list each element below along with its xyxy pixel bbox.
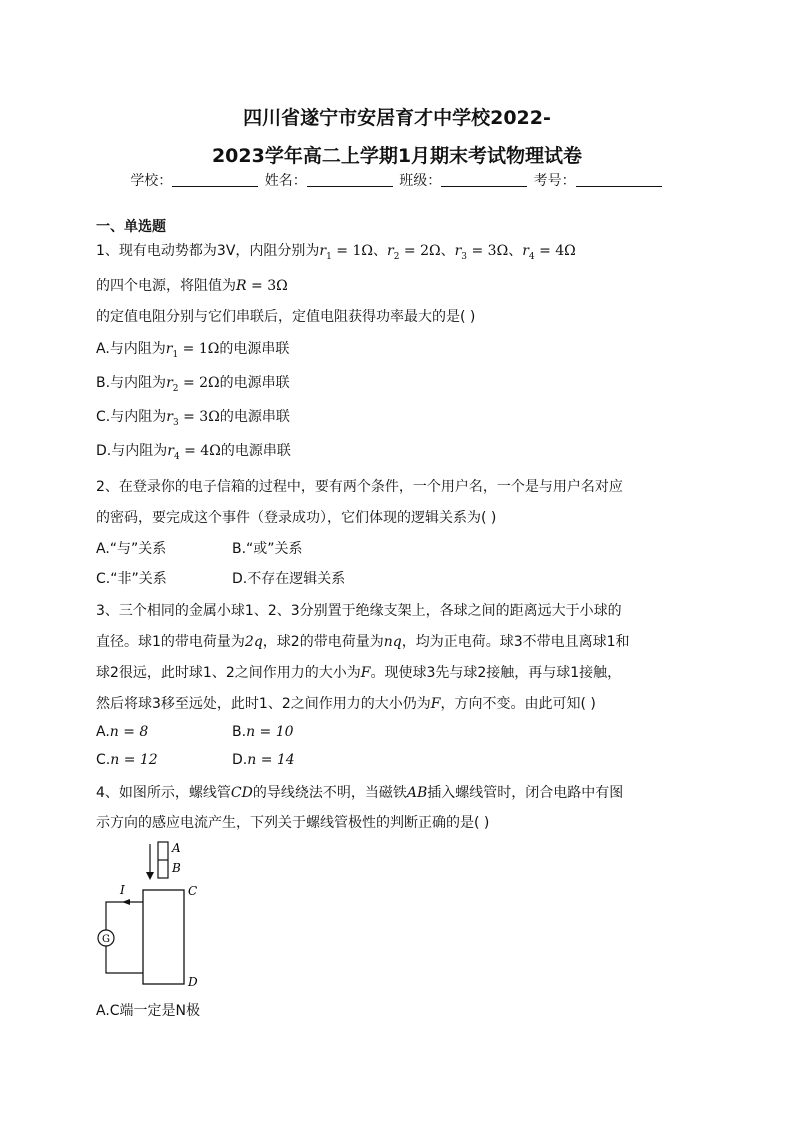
q1-option-c: C.与内阻为$r_3 = 3\Omega$的电源串联 (96, 409, 290, 428)
q4-line1: 4、如图所示，螺线管CD的导线绕法不明，当磁铁AB插入螺线管时，闭合电路中有图 (96, 785, 624, 801)
exam-number-label: 考号： (533, 173, 576, 189)
label-current: I (120, 883, 125, 897)
name-label: 姓名： (264, 173, 307, 189)
q3-line1: 3、三个相同的金属小球1、2、3分别置于绝缘支架上，各球之间的距离远大于小球的 (96, 603, 622, 619)
q3-line3: 球2很远，此时球1、2之间作用力的大小为F。现使球3先与球2接触，再与球1接触， (96, 665, 622, 681)
q1-r3: 3Ω (487, 243, 509, 259)
wire-bottom (106, 946, 143, 973)
q2-option-d: D.不存在逻辑关系 (232, 571, 346, 587)
q2-line1: 2、在登录你的电子信箱的过程中，要有两个条件，一个用户名，一个是与用户名对应 (96, 479, 623, 495)
q1-resistance: 3Ω (267, 278, 288, 294)
label-b: B (172, 861, 181, 875)
section-title: 一、单选题 (96, 219, 166, 235)
paper-title-line1: 四川省遂宁市安居育才中学校2022- (243, 107, 551, 129)
label-c: C (188, 884, 198, 898)
q3-option-a: A.n = 8 (96, 724, 149, 740)
q3-options-row1 (96, 724, 294, 740)
label-d: D (188, 975, 198, 989)
name-blank[interactable] (307, 172, 393, 187)
q3-force: F (360, 665, 371, 681)
q1-line3: 的定值电阻分别与它们串联后，定值电阻获得功率最大的是( ) (96, 309, 476, 325)
q4-line2: 示方向的感应电流产生，下列关于螺线管极性的判断正确的是( ) (96, 815, 490, 831)
q3-option-d: D.n = 14 (232, 752, 295, 768)
q1-r2: 2Ω (420, 243, 441, 259)
q3-charge-2: nq (383, 634, 402, 650)
q1-text: 1、现有电动势都为3V，内阻分别为 (96, 243, 320, 259)
magnet-arrowhead (146, 872, 154, 880)
q1-line2: 的四个电源，将阻值为R = 3Ω (96, 278, 288, 294)
q2-line2: 的密码，要完成这个事件（登录成功），它们体现的逻辑关系为( ) (96, 510, 497, 526)
q1-r4: 4Ω (555, 243, 576, 259)
q3-line2: 直径。球1的带电荷量为2q，球2的带电荷量为nq，均为正电荷。球3不带电且离球1和 (96, 634, 630, 650)
class-blank[interactable] (441, 172, 527, 187)
q2-option-c: C.“非”关系 (96, 571, 167, 587)
school-blank[interactable] (172, 172, 258, 187)
q4-magnet-label: AB (406, 785, 428, 801)
q3-options-row2 (96, 752, 295, 768)
exam-number-blank[interactable] (576, 172, 662, 187)
q1-option-a: A.与内阻为$r_1 = 1\Omega$的电源串联 (96, 341, 290, 360)
q1-line1: 1、现有电动势都为3V，内阻分别为$r_1 = 1\Omega$、$r_2 = 2\Omega$、$r_3 = 3\Omega$、$r_4 = 4\Omega$ (96, 243, 576, 262)
wire-top (106, 902, 143, 930)
q4-option-a: A.C端一定是N极 (96, 1003, 201, 1019)
q4-circuit-figure (92, 838, 222, 990)
q2-option-a: A.“与”关系 (96, 541, 167, 557)
q3-option-b: B.n = 10 (232, 724, 294, 740)
q1-option-d: D.与内阻为$r_4 = 4\Omega$的电源串联 (96, 443, 291, 462)
q1-r1: 1Ω (352, 243, 373, 259)
student-info-row (0, 170, 794, 190)
q3-line4: 然后将球3移至远处，此时1、2之间作用力的大小仍为F，方向不变。由此可知( ) (96, 696, 596, 712)
class-label: 班级： (399, 173, 442, 189)
galvanometer-label: G (102, 934, 110, 945)
q1-line2-text: 的四个电源，将阻值为 (96, 278, 236, 294)
q2-option-b: B.“或”关系 (232, 541, 303, 557)
paper-title-line2: 2023学年高二上学期1月期末考试物理试卷 (211, 145, 583, 167)
label-a: A (172, 841, 181, 855)
q3-charge-1: 2q (244, 634, 263, 650)
q4-solenoid-label: CD (230, 785, 253, 801)
q1-option-b: B.与内阻为$r_2 = 2\Omega$的电源串联 (96, 375, 290, 394)
q2-options-row2 (96, 568, 346, 588)
q3-option-c: C.n = 12 (96, 752, 158, 768)
solenoid (143, 890, 184, 984)
school-label: 学校： (130, 173, 173, 189)
q2-options-row1 (96, 538, 303, 558)
current-arrow (122, 899, 130, 905)
